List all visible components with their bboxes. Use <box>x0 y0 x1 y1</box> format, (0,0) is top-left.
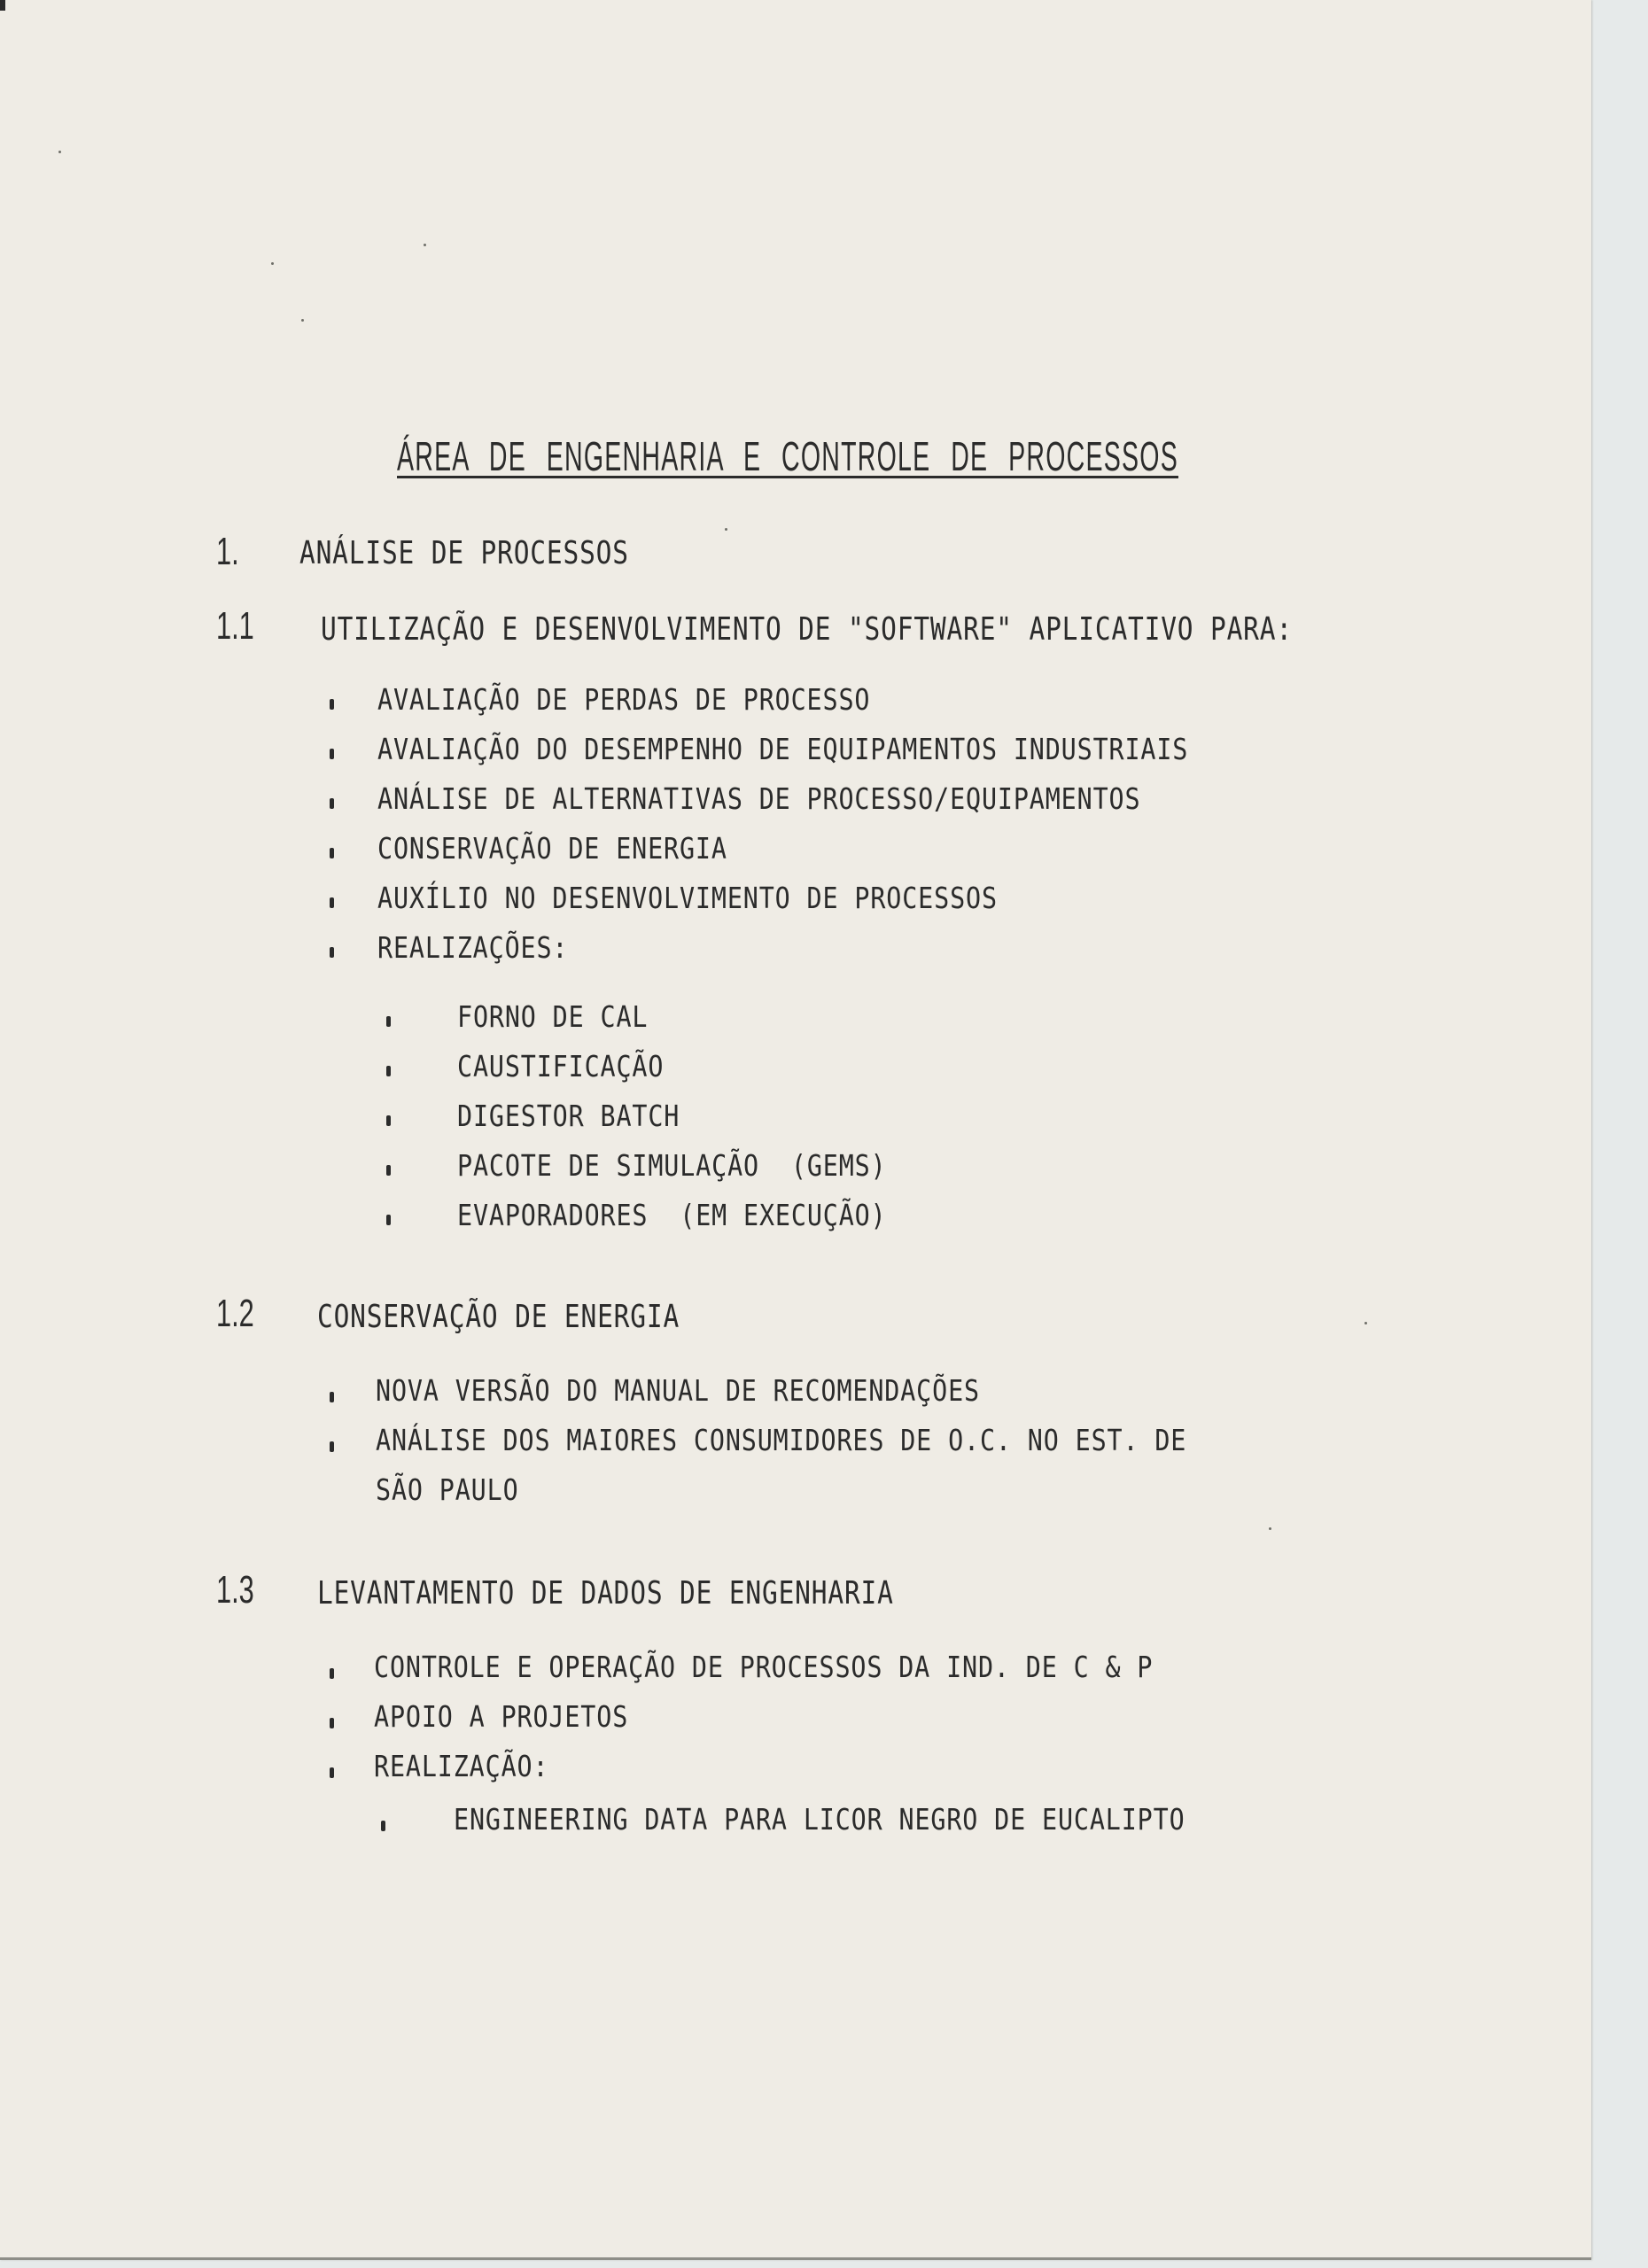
section-heading: LEVANTAMENTO DE DADOS DE ENGENHARIA <box>317 1575 894 1612</box>
bullet-icon <box>386 1016 391 1027</box>
list-item-text: ANÁLISE DOS MAIORES CONSUMIDORES DE O.C. NO EST. DE <box>376 1423 1187 1457</box>
list-item-text: ANÁLISE DE ALTERNATIVAS DE PROCESSO/EQUIPAMENTOS <box>377 781 1141 816</box>
list-item-text: CONSERVAÇÃO DE ENERGIA <box>377 831 727 866</box>
section-heading: ANÁLISE DE PROCESSOS <box>299 535 629 571</box>
bullet-icon <box>330 848 334 858</box>
bullet-icon <box>330 1718 334 1728</box>
sub-list-item-text: FORNO DE CAL <box>457 999 649 1034</box>
list-item-text: AUXÍLIO NO DESENVOLVIMENTO DE PROCESSOS <box>377 881 998 915</box>
list-item-text: SÃO PAULO <box>376 1472 519 1507</box>
section-number: 1.2 <box>216 1292 254 1335</box>
list-item-text: APOIO A PROJETOS <box>374 1699 629 1734</box>
document-title: ÁREA DE ENGENHARIA E CONTROLE DE PROCESSOS <box>397 433 1178 479</box>
bullet-icon <box>386 1215 391 1225</box>
sub-list-item-text: PACOTE DE SIMULAÇÃO (GEMS) <box>457 1148 887 1183</box>
list-item-text: NOVA VERSÃO DO MANUAL DE RECOMENDAÇÕES <box>376 1373 980 1408</box>
bullet-icon <box>330 1668 334 1679</box>
section-number: 1.1 <box>216 604 254 648</box>
bullet-icon <box>330 699 334 710</box>
list-item-text: REALIZAÇÕES: <box>377 930 569 965</box>
bullet-icon <box>330 1441 334 1452</box>
bullet-icon <box>330 897 334 908</box>
section-heading: CONSERVAÇÃO DE ENERGIA <box>317 1299 680 1335</box>
bullet-icon <box>330 1392 334 1402</box>
sub-list-item-text: DIGESTOR BATCH <box>457 1099 680 1133</box>
sub-list-item-text: EVAPORADORES (EM EXECUÇÃO) <box>457 1198 887 1232</box>
bullet-icon <box>330 749 334 759</box>
list-item-text: REALIZAÇÃO: <box>374 1749 549 1783</box>
sub-list-item-text: CAUSTIFICAÇÃO <box>457 1049 665 1084</box>
list-item-text: CONTROLE E OPERAÇÃO DE PROCESSOS DA IND. DE C & P <box>374 1650 1154 1684</box>
bullet-icon <box>381 1821 385 1831</box>
bullet-icon <box>330 947 334 958</box>
bullet-icon <box>330 798 334 809</box>
section-number: 1. <box>216 530 239 573</box>
sub-list-item-text: ENGINEERING DATA PARA LICOR NEGRO DE EUCALIPTO <box>454 1802 1185 1837</box>
list-item-text: AVALIAÇÃO DE PERDAS DE PROCESSO <box>377 682 871 717</box>
bullet-icon <box>386 1115 391 1126</box>
bullet-icon <box>386 1165 391 1176</box>
list-item-text: AVALIAÇÃO DO DESEMPENHO DE EQUIPAMENTOS INDUSTRIAIS <box>377 732 1189 766</box>
bullet-icon <box>330 1767 334 1778</box>
bullet-icon <box>386 1066 391 1076</box>
section-number: 1.3 <box>216 1568 254 1612</box>
section-heading: UTILIZAÇÃO E DESENVOLVIMENTO DE "SOFTWARE" APLICATIVO PARA: <box>321 611 1293 648</box>
